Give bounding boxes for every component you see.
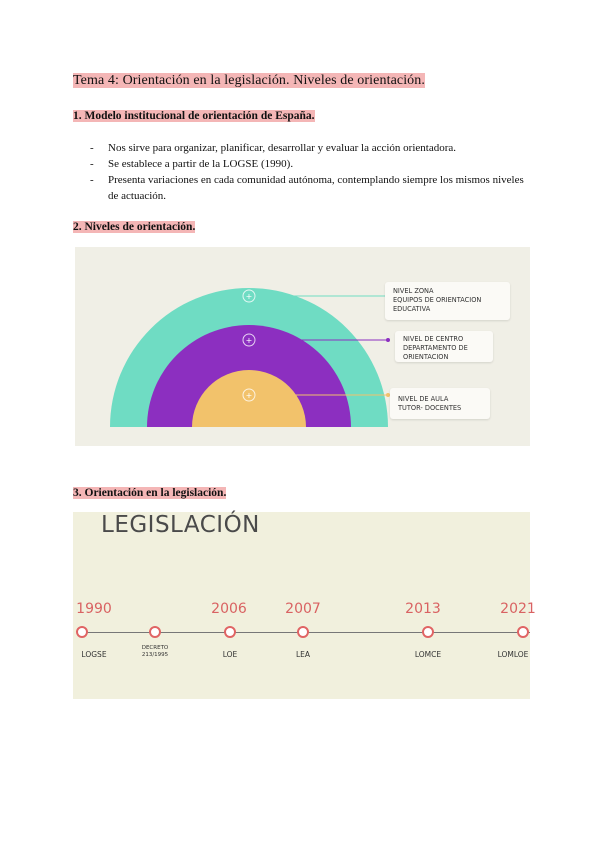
level-label-line: ORIENTACION bbox=[403, 353, 449, 361]
document-title-text: Tema 4: Orientación en la legislación. Niveles de orientación. bbox=[73, 73, 425, 88]
list-item bbox=[90, 172, 530, 204]
level-label-line: EDUCATIVA bbox=[393, 305, 431, 313]
plus-glyph: + bbox=[245, 292, 253, 301]
timeline-year: 2021 bbox=[500, 601, 536, 617]
timeline-marker[interactable] bbox=[149, 626, 161, 638]
timeline-event-label: LEA bbox=[295, 650, 311, 659]
timeline-event-label: LOMLOE bbox=[497, 650, 529, 659]
plus-glyph: + bbox=[245, 391, 253, 400]
levels-diagram bbox=[75, 247, 530, 446]
section-heading-2 bbox=[73, 221, 195, 233]
timeline-marker[interactable] bbox=[224, 626, 236, 638]
center-level-label bbox=[395, 331, 493, 362]
level-label-line: NIVEL DE AULA bbox=[398, 395, 449, 403]
document-title bbox=[73, 73, 425, 89]
bullet-dash: - bbox=[90, 158, 94, 170]
timeline-year: 2007 bbox=[285, 601, 321, 617]
timeline-year: 2006 bbox=[211, 601, 247, 617]
timeline-marker[interactable] bbox=[76, 626, 88, 638]
section-heading-3 bbox=[73, 487, 226, 499]
bullet-text: Se establece a partir de la LOGSE (1990). bbox=[108, 158, 294, 170]
level-label-line: EQUIPOS DE ORIENTACION bbox=[393, 296, 482, 304]
legislation-timeline bbox=[73, 512, 536, 699]
bullet-dash: - bbox=[90, 174, 94, 186]
list-item bbox=[90, 140, 530, 156]
section-heading-3-text: 3. Orientación en la legislación. bbox=[73, 487, 227, 499]
timeline-event-label bbox=[142, 645, 169, 659]
timeline-title: LEGISLACIÓN bbox=[101, 512, 260, 538]
timeline-marker[interactable] bbox=[297, 626, 309, 638]
list-item bbox=[90, 156, 530, 172]
section-heading-1-text: 1. Modelo institucional de orientación de España. bbox=[73, 110, 315, 122]
level-label-line: TUTOR- DOCENTES bbox=[398, 404, 462, 412]
bullet-text: Presenta variaciones en cada comunidad autónoma, contemplando siempre los mismos niveles de actuación. bbox=[108, 174, 524, 202]
timeline-marker[interactable] bbox=[517, 626, 529, 638]
event-label-line: DECRETO bbox=[141, 645, 169, 651]
timeline-event-label: LOE bbox=[222, 650, 238, 659]
event-label-line: 213/1995 bbox=[141, 652, 169, 658]
bullet-dash: - bbox=[90, 142, 94, 154]
bullet-list bbox=[90, 140, 530, 204]
timeline-marker[interactable] bbox=[422, 626, 434, 638]
level-label-line: NIVEL DE CENTRO bbox=[403, 335, 464, 343]
level-label-line: DEPARTAMENTO DE bbox=[403, 344, 468, 352]
timeline-year: 2013 bbox=[405, 601, 441, 617]
zone-level-label bbox=[385, 282, 510, 320]
timeline-event-label: LOMCE bbox=[414, 650, 442, 659]
level-label-line: NIVEL ZONA bbox=[393, 287, 434, 295]
timeline-event-label: LOGSE bbox=[81, 650, 107, 659]
section-heading-2-text: 2. Niveles de orientación. bbox=[73, 221, 196, 233]
classroom-level-label bbox=[390, 388, 490, 419]
section-heading-1 bbox=[73, 110, 315, 122]
center-connector-dot bbox=[386, 338, 390, 342]
plus-glyph: + bbox=[245, 336, 253, 345]
timeline-year: 1990 bbox=[76, 601, 112, 617]
bullet-text: Nos sirve para organizar, planificar, desarrollar y evaluar la acción orientadora. bbox=[108, 142, 456, 154]
